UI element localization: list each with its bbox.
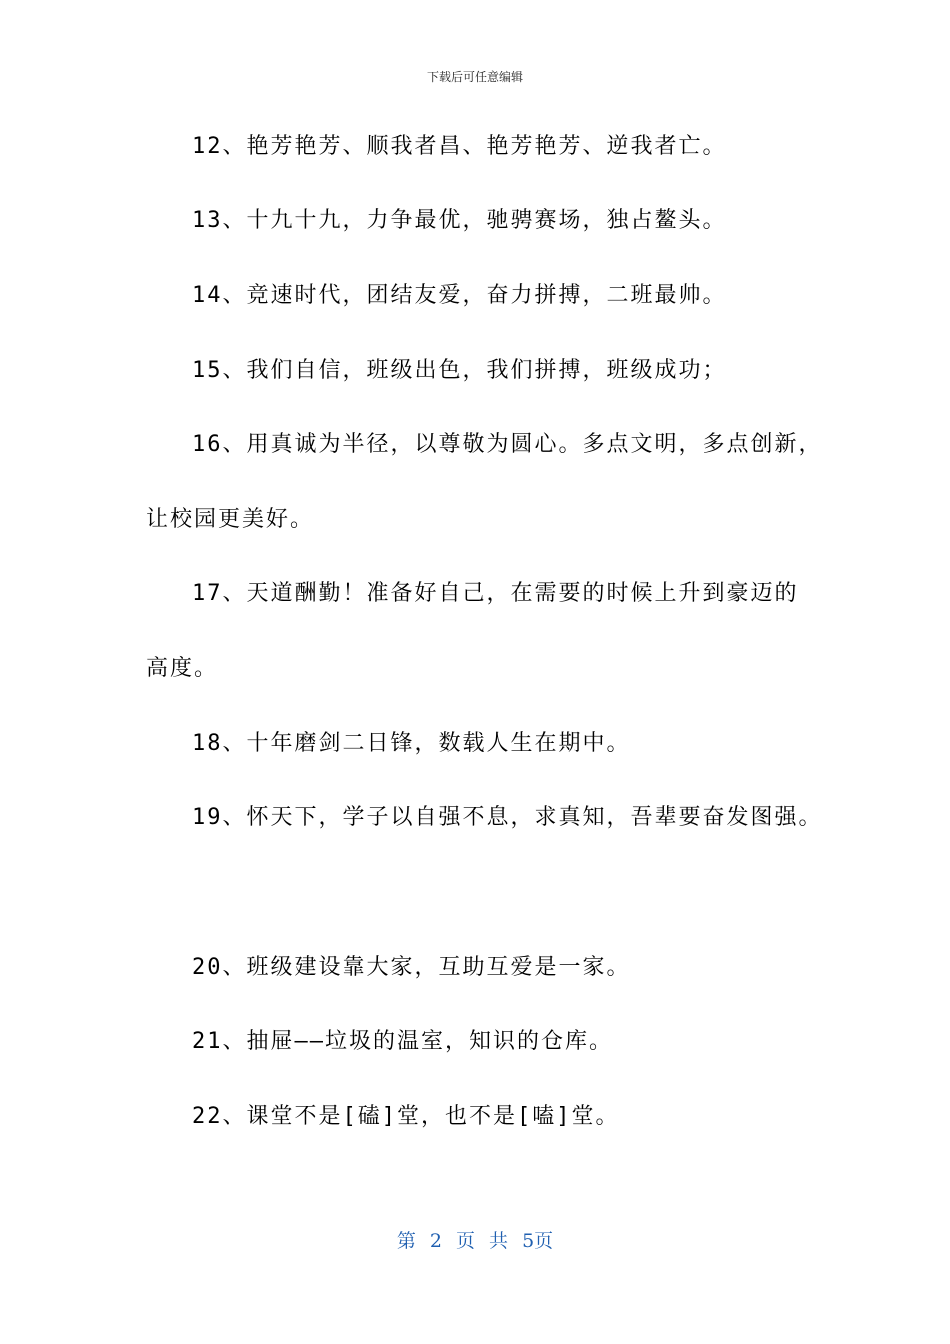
slogan-line: 20、班级建设靠大家，互助互爱是一家。: [192, 955, 631, 980]
page-number: 第 2 页 共 5页: [396, 1230, 554, 1252]
slogan-line: 12、艳芳艳芳、顺我者昌、艳芳艳芳、逆我者亡。: [192, 134, 727, 159]
slogan-line: 19、怀天下，学子以自强不息，求真知，吾辈要奋发图强。: [192, 805, 823, 830]
slogan-line: 16、用真诚为半径，以尊敬为圆心。多点文明，多点创新，: [192, 432, 823, 457]
slogan-line: 22、课堂不是[磕]堂，也不是[嗑]堂。: [192, 1104, 620, 1129]
slogan-line-continued: 高度。: [146, 656, 219, 681]
slogan-line-continued: 让校园更美好。: [146, 507, 315, 532]
slogan-line: 18、十年磨剑二日锋，数载人生在期中。: [192, 731, 631, 756]
header-note: 下载后可任意编辑: [426, 70, 523, 84]
slogan-line: 13、十九十九，力争最优，驰骋赛场，独占鳌头。: [192, 208, 727, 233]
slogan-line: 21、抽屉——垃圾的温室，知识的仓库。: [192, 1029, 613, 1054]
slogan-line: 17、天道酬勤！准备好自己，在需要的时候上升到豪迈的: [192, 581, 799, 606]
slogan-line: 14、竞速时代，团结友爱，奋力拼搏，二班最帅。: [192, 283, 727, 308]
slogan-line: 15、我们自信，班级出色，我们拼搏，班级成功；: [192, 358, 727, 383]
